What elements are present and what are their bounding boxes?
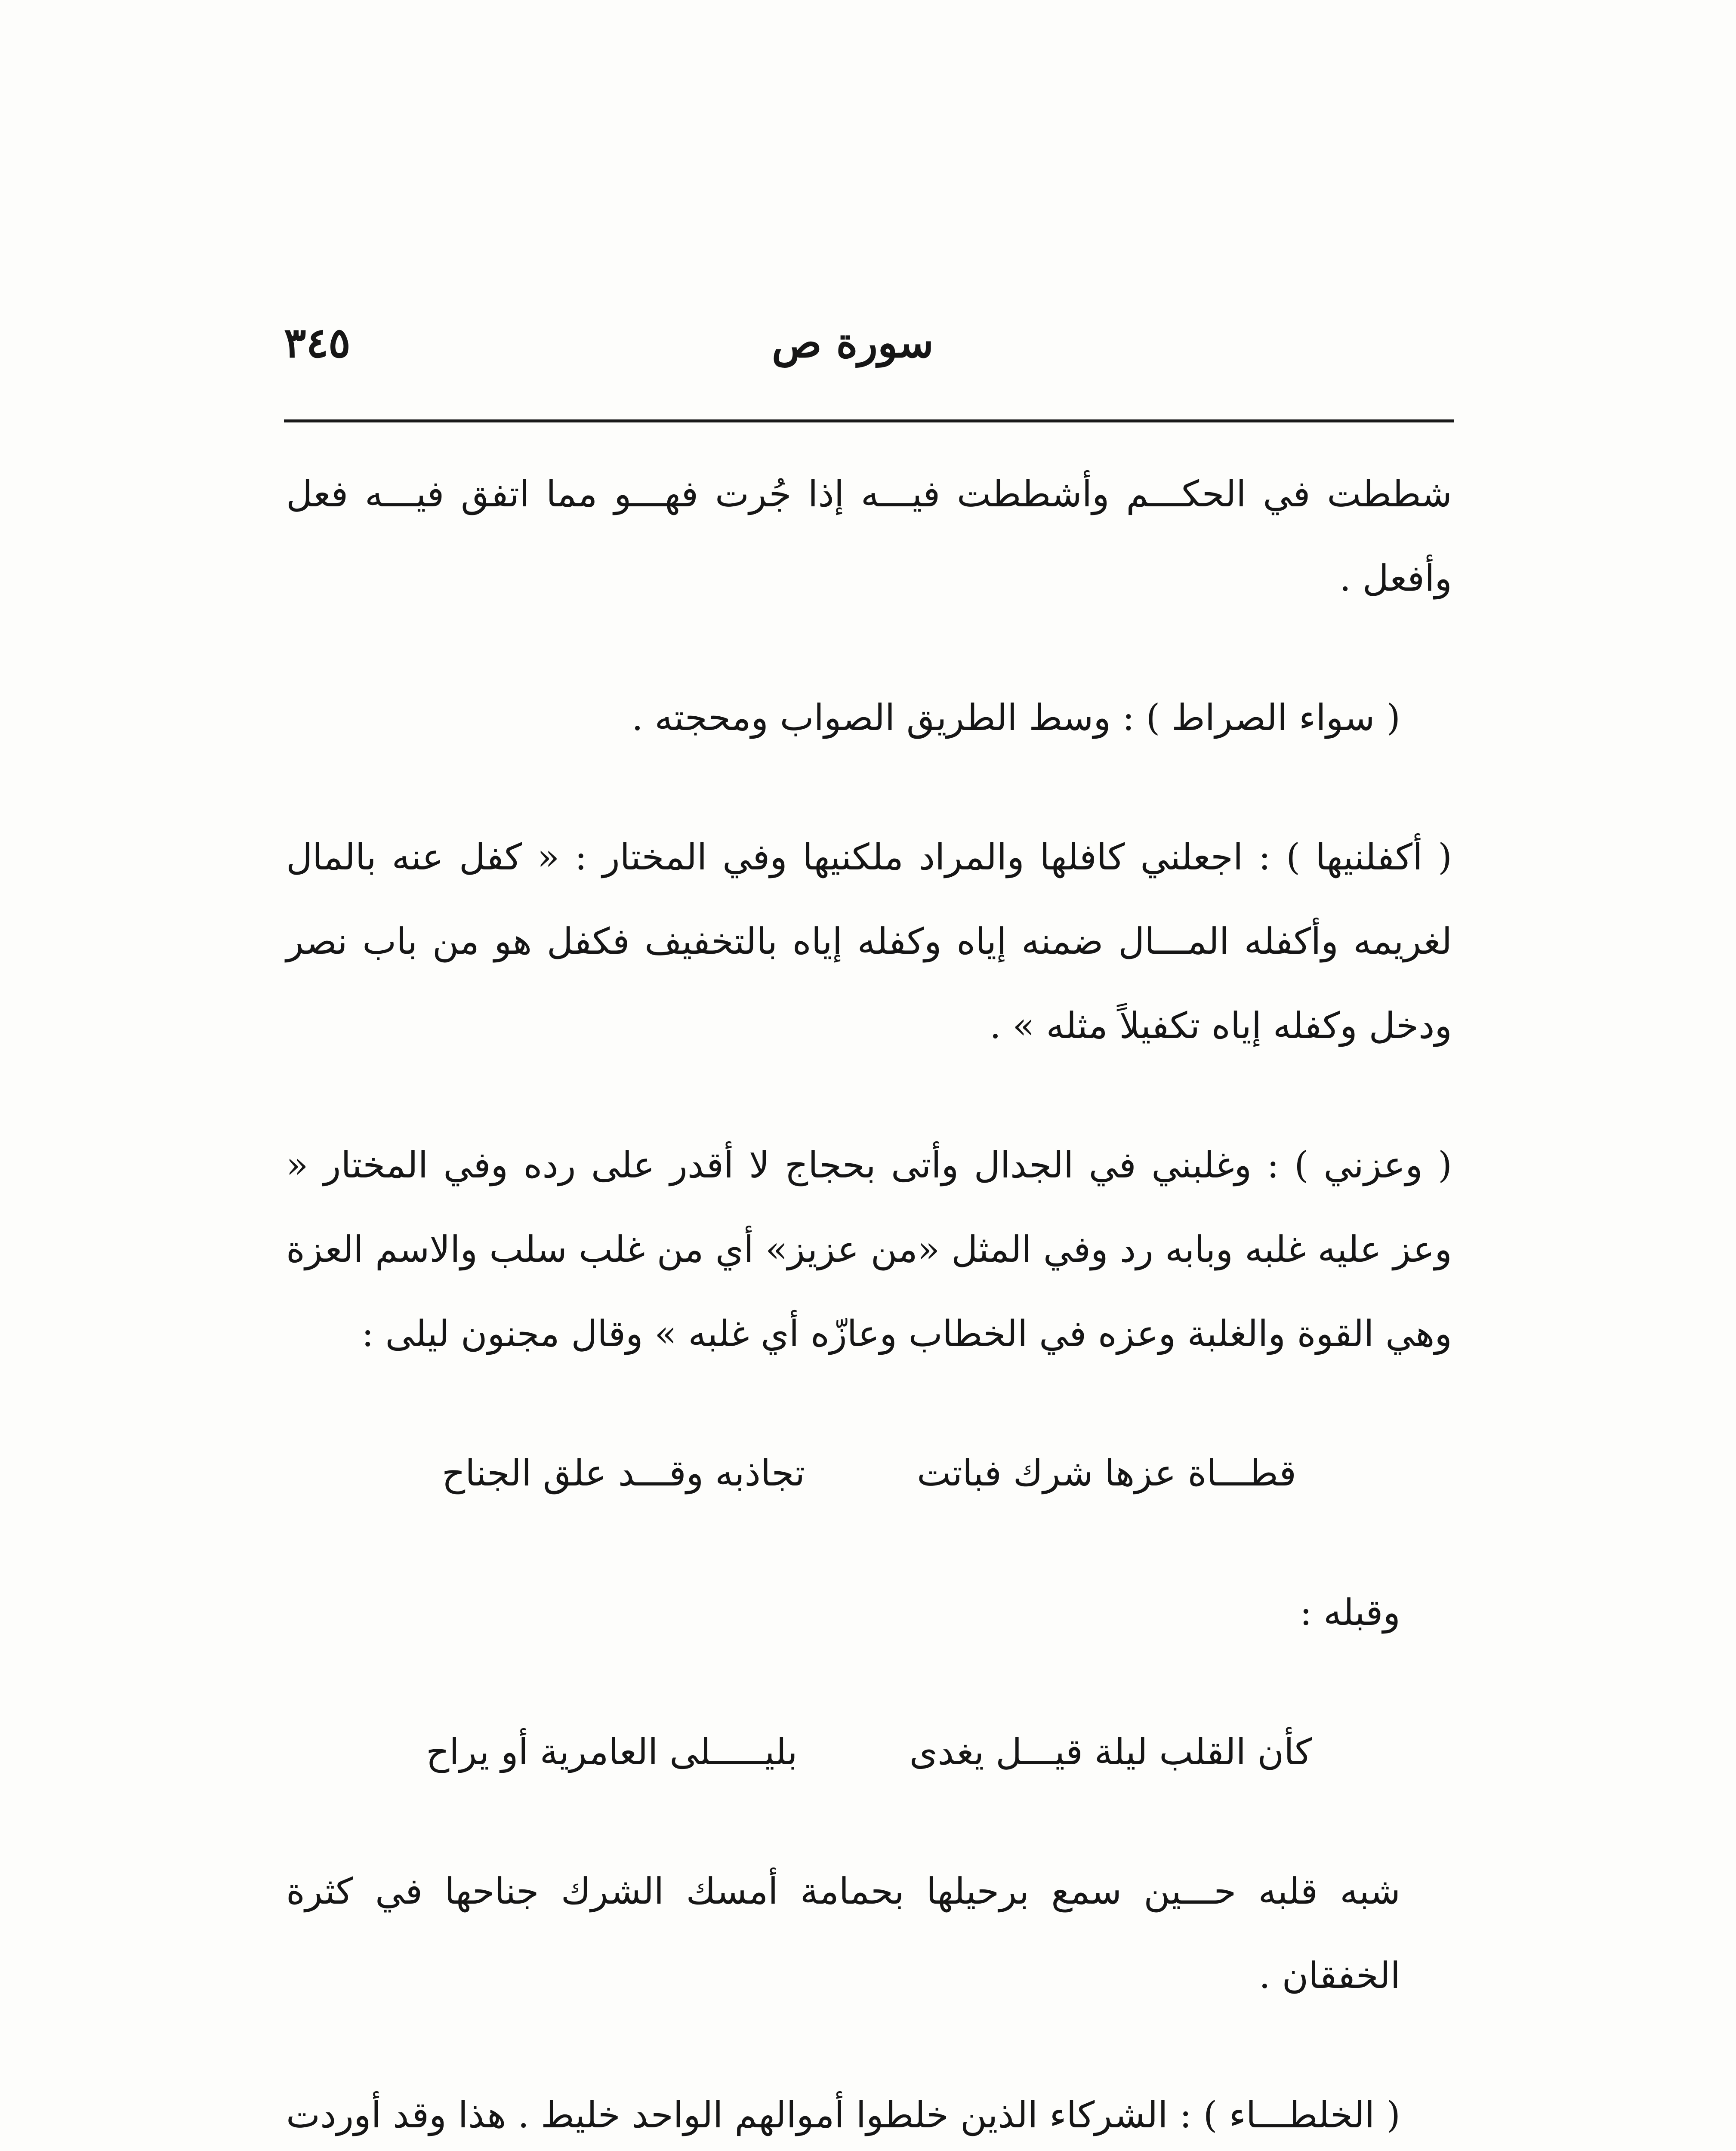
paragraph: شبه قلبه حـــين سمع برحيلها بحمامة أمسك الشرك جناحها في كثرة الخفقان . <box>286 1870 1400 1997</box>
verse-second-hemistich: تجاذبه وقـــد علق الجناح <box>442 1452 805 1494</box>
verse-intro: وقبله : <box>1300 1591 1400 1633</box>
paragraph: ( الخلطـــاء ) : الشركاء الذين خلطوا أموالهم الواحد خليط . هذا وقد أوردت <box>286 2094 1400 2136</box>
page-body <box>286 452 1452 2151</box>
paragraph: ( وعزني ) : وغلبني في الجدال وأتى بحجاج لا أقدر على رده وفي المختار « وعز عليه غلبه وبابه رد وفي المثل «من عزيز» أي من غلب سلب والاسم العزة وهي القوة والغلبة وعزه في الخطاب وعازّه أي غلبه » وقال مجنون ليلى : <box>286 1144 1452 1355</box>
running-title: سورة ص <box>771 318 934 367</box>
page-number: ٣٤٥ <box>284 318 351 367</box>
verse-first-hemistich: كأن القلب ليلة قيـــل يغدى <box>909 1731 1312 1773</box>
paragraph: ( سواء الصراط ) : وسط الطريق الصواب ومحجته . <box>632 696 1400 739</box>
paragraph: شططت في الحكـــم وأشططت فيـــه إذا جُرت فهـــو مما اتفق فيـــه فعل وأفعل . <box>286 473 1452 599</box>
page-header <box>284 318 1446 383</box>
poetry-verse <box>286 1431 1452 1515</box>
paragraph: ( أكفلنيها ) : اجعلني كافلها والمراد ملكنيها وفي المختار : « كفل عنه بالمال لغريمه وأكفله المـــال ضمنه إياه وكفله إياه بالتخفيف فكفل هو من باب نصر ودخل وكفله إياه تكفيلاً مثله » . <box>286 836 1452 1047</box>
poetry-verse <box>286 1710 1452 1794</box>
header-rule <box>284 419 1454 422</box>
verse-second-hemistich: بليـــــلى العامرية أو يراح <box>426 1731 798 1773</box>
verse-first-hemistich: قطـــاة عزها شرك فباتت <box>917 1452 1296 1494</box>
